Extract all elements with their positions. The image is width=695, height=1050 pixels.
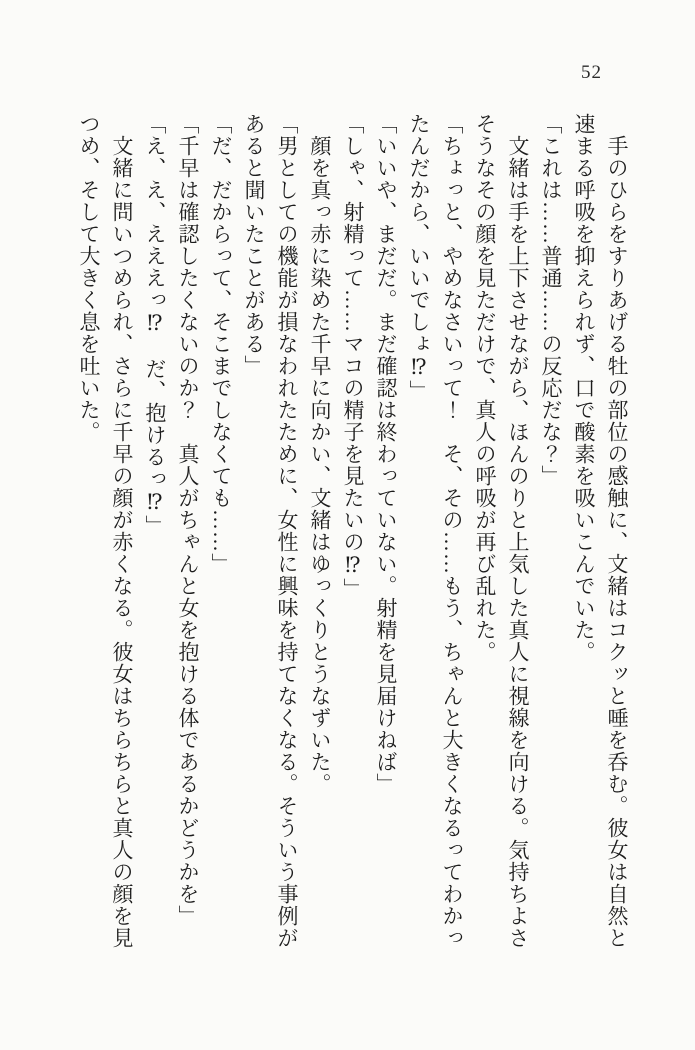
body-text — [72, 113, 633, 951]
paragraph-4: 「ちょっと、やめなさいって！ そ、その……もう、ちゃんと大きくなるってわかったんだから、いいでしょ⁉」 — [407, 113, 464, 949]
paragraph-5: 「いいや、まだだ。まだ確認は終わっていない。射精を見届けねば」 — [374, 113, 398, 795]
paragraph-6: 「しゃ、射精って……マコの精子を見たいの⁉」 — [341, 113, 365, 600]
page-number: 52 — [581, 62, 602, 83]
paragraph-12: 文緒に問いつめられ、さらに千早の顔が赤くなる。彼女はちらちらと真人の顔を見つめ、そして大きく息を吐いた。 — [77, 113, 134, 949]
paragraph-3: 文緒は手を上下させながら、ほんのりと上気した真人に視線を向ける。気持ちよさそうなその顔を見ただけで、真人の呼吸が再び乱れた。 — [473, 113, 530, 949]
paragraph-11: 「え、え、えええっ⁉ だ、抱けるっ⁉」 — [143, 113, 167, 537]
paragraph-2: 「これは……普通……の反応だな？」 — [539, 113, 563, 487]
paragraph-8: 「男としての機能が損なわれたために、女性に興味を持てなくなる。そういう事例があると聞いたことがある」 — [242, 113, 299, 949]
paragraph-1: 手のひらをすりあげる牡の部位の感触に、文緒はコクッと唾を呑む。彼女は自然と速まる呼吸を抑えられず、口で酸素を吸いこんでいた。 — [572, 113, 629, 949]
paragraph-7: 顔を真っ赤に染めた千早に向かい、文緒はゆっくりとうなずいた。 — [308, 113, 332, 795]
paragraph-9: 「だ、だからって、そこまでしなくても……」 — [209, 113, 233, 575]
paragraph-10: 「千早は確認したくないのか？ 真人がちゃんと女を抱ける体であるかどうかを」 — [176, 113, 200, 927]
